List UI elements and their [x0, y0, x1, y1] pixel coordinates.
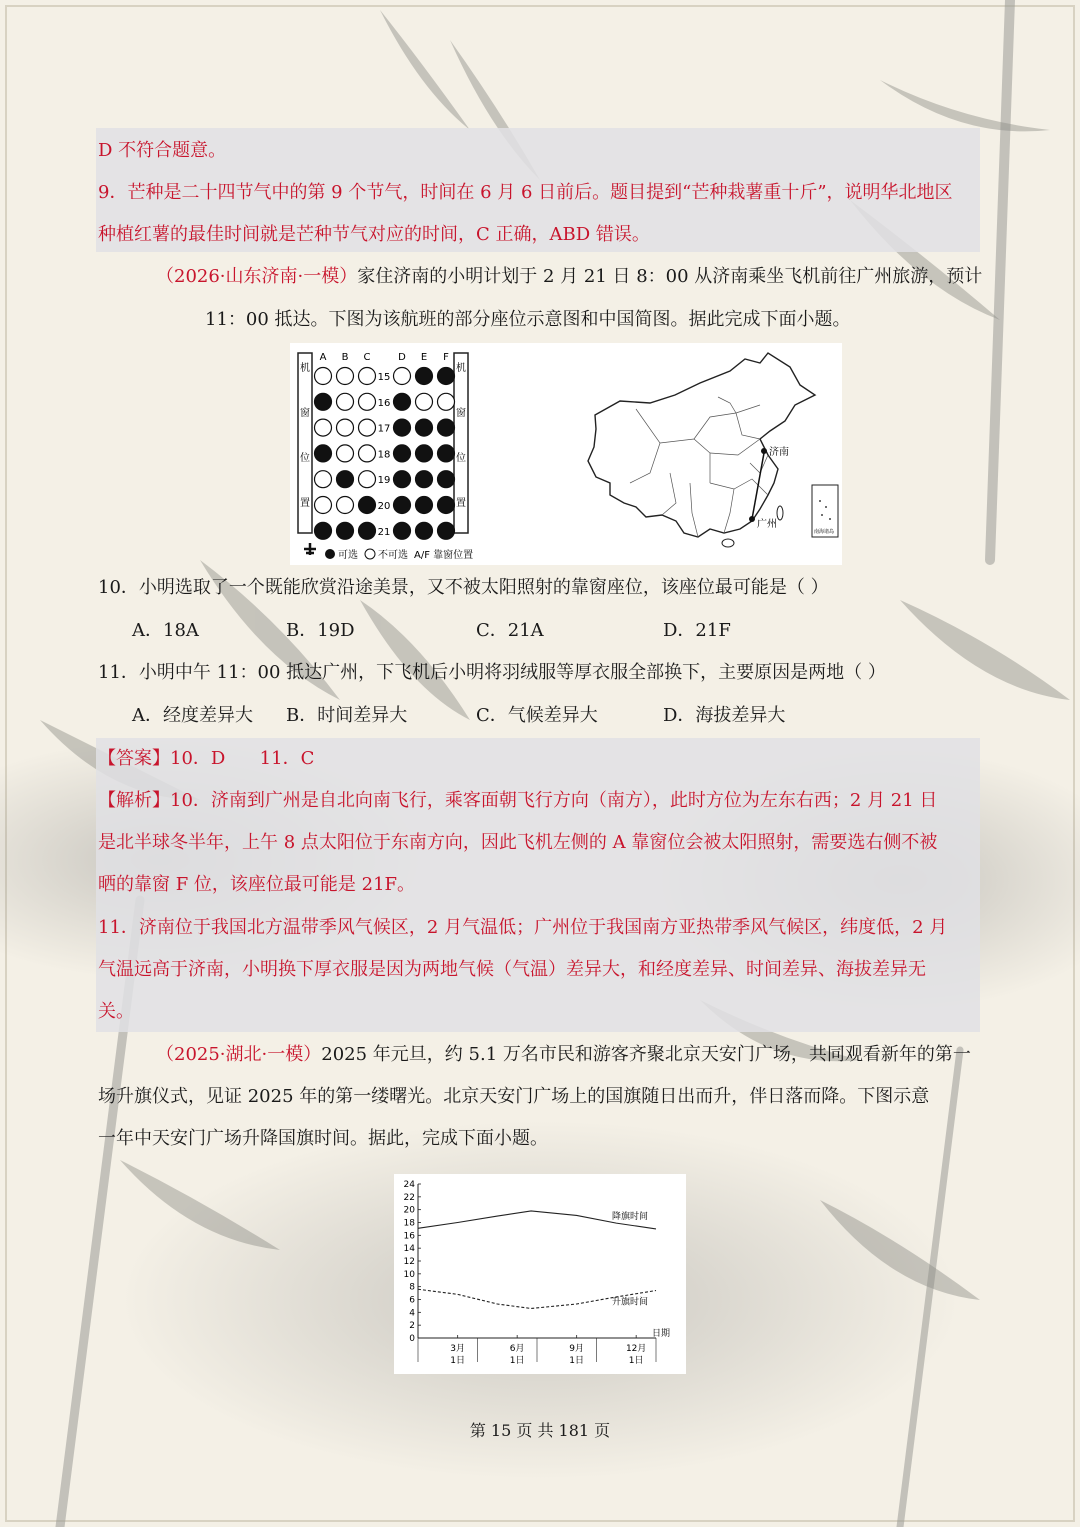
- y-tick-label: 22: [403, 1192, 415, 1203]
- analysis-line: D 不符合题意。: [98, 140, 227, 161]
- question-11-stem: 11．小明中午 11：00 抵达广州，下飞机后小明将羽绒服等厚衣服全部换下，主要原因是两地（ ）: [98, 662, 886, 683]
- y-tick-label: 8: [409, 1282, 415, 1293]
- x-tick-label: 1日: [628, 1356, 644, 1366]
- analysis-line: 气温远高于济南，小明换下厚衣服是因为两地气候（气温）差异大，和经度差异、时间差异、海拔差异无: [98, 959, 926, 980]
- seat-row-number: 20: [377, 501, 391, 512]
- y-tick-label: 10: [403, 1269, 415, 1280]
- q11-option-a[interactable]: A．经度差异大: [132, 705, 253, 726]
- seat-available: [416, 368, 433, 385]
- question-source: （2025·湖北·一模）: [156, 1044, 322, 1065]
- window-label-char: 机: [456, 363, 466, 374]
- seat-available: [394, 393, 411, 410]
- seat-column-letter: A: [319, 352, 327, 363]
- seat-unavailable: [337, 445, 354, 462]
- seat-available: [438, 445, 455, 462]
- seat-available: [416, 522, 433, 539]
- analysis-line: 晒的靠窗 F 位，该座位最可能是 21F。: [98, 874, 416, 895]
- seat-column-letter: B: [341, 352, 349, 363]
- seat-unavailable: [359, 419, 376, 436]
- analysis-line: 11．济南位于我国北方温带季风气候区，2 月气温低；广州位于我国南方亚热带季风气候区，纬度低，2 月: [98, 917, 948, 938]
- x-tick-label: 6月: [509, 1344, 525, 1354]
- x-tick-label: 1日: [509, 1356, 525, 1366]
- question-source: （2026·山东济南·一模）: [156, 266, 358, 287]
- seat-unavailable: [315, 368, 332, 385]
- seat-row-number: 16: [377, 397, 391, 409]
- intro-text: 2025 年元旦，约 5.1 万名市民和游客齐聚北京天安门广场，共同观看新年的第一: [321, 1044, 971, 1065]
- legend-unavailable-label: 不可选: [378, 550, 408, 561]
- window-label-char: 窗: [300, 408, 310, 419]
- analysis-text: 10．济南到广州是自北向南飞行，乘客面朝飞行方向（南方），此时方位为左东右西；2 月 21 日: [170, 790, 938, 811]
- seat-available: [438, 471, 455, 488]
- q10-option-b[interactable]: B．19D: [286, 620, 355, 641]
- window-label-char: 机: [300, 363, 310, 374]
- page-footer: 第 15 页 共 181 页: [469, 1421, 611, 1440]
- q11-option-c[interactable]: C．气候差异大: [476, 705, 598, 726]
- legend-unavailable-dot: [365, 549, 375, 559]
- seat-column-letter: C: [363, 352, 371, 363]
- y-tick-label: 24: [403, 1180, 415, 1190]
- window-label-char: 位: [300, 453, 310, 464]
- seat-map-figure: [290, 343, 842, 565]
- x-tick-label: 12月: [625, 1344, 647, 1354]
- seat-row-number: 18: [377, 449, 391, 461]
- label-jinan: 济南: [769, 447, 789, 458]
- seat-column-letter: F: [443, 352, 449, 363]
- x-tick-label: 3月: [450, 1344, 466, 1354]
- q11-option-b[interactable]: B．时间差异大: [286, 705, 408, 726]
- flag-time-chart: [394, 1174, 686, 1374]
- china-map: [588, 353, 838, 547]
- intro-text: 11：00 抵达。下图为该航班的部分座位示意图和中国简图。据此完成下面小题。: [205, 309, 851, 330]
- question-intro: [156, 265, 982, 289]
- seat-unavailable: [315, 497, 332, 514]
- seat-available: [394, 522, 411, 539]
- window-label-char: 窗: [456, 408, 466, 419]
- series-label: 降旗时间: [612, 1211, 649, 1222]
- seat-available: [315, 445, 332, 462]
- seat-unavailable: [315, 419, 332, 436]
- seat-unavailable: [315, 471, 332, 488]
- analysis-line: [98, 789, 937, 813]
- y-tick-label: 2: [409, 1321, 415, 1332]
- seat-unavailable: [359, 368, 376, 385]
- intro-text: 家住济南的小明计划于 2 月 21 日 8：00 从济南乘坐飞机前往广州旅游，预计: [357, 266, 983, 287]
- seat-available: [394, 497, 411, 514]
- legend-window-label: A/F 靠窗位置: [414, 550, 474, 561]
- legend-available-label: 可选: [338, 550, 358, 561]
- seat-row-number: 15: [377, 372, 391, 383]
- y-tick-label: 4: [409, 1308, 415, 1319]
- seat-available: [438, 368, 455, 385]
- seat-diagram: [290, 343, 842, 565]
- window-label-char: 位: [456, 453, 466, 464]
- seat-available: [394, 419, 411, 436]
- q11-option-d[interactable]: D．海拔差异大: [663, 705, 786, 726]
- seat-available: [394, 471, 411, 488]
- seat-unavailable: [337, 393, 354, 410]
- window-label-char: 置: [456, 498, 466, 509]
- seat-row-number: 19: [377, 475, 391, 487]
- seat-unavailable: [359, 393, 376, 410]
- seat-unavailable: [394, 368, 411, 385]
- seat-available: [359, 497, 376, 514]
- series-label: 升旗时间: [612, 1297, 649, 1308]
- q10-option-d[interactable]: D．21F: [663, 620, 731, 641]
- seat-unavailable: [359, 445, 376, 462]
- x-tick-label: 1日: [569, 1356, 585, 1366]
- flag-time-chart-svg: [394, 1174, 686, 1374]
- analysis-tag: 【解析】: [98, 790, 170, 811]
- seat-available: [416, 497, 433, 514]
- y-tick-label: 20: [403, 1205, 415, 1216]
- answer-line: [98, 747, 314, 771]
- seat-column-letter: E: [420, 352, 428, 363]
- seat-available: [394, 445, 411, 462]
- window-label-char: 置: [300, 498, 310, 509]
- seat-unavailable: [359, 471, 376, 488]
- seat-unavailable: [337, 368, 354, 385]
- analysis-line: 是北半球冬半年，上午 8 点太阳位于东南方向，因此飞机左侧的 A 靠窗位会被太阳照射，需要选右侧不被: [98, 832, 938, 853]
- y-tick-label: 0: [409, 1334, 415, 1344]
- analysis-line: 种植红薯的最佳时间就是芒种节气对应的时间，C 正确，ABD 错误。: [98, 224, 650, 245]
- seat-available: [438, 522, 455, 539]
- inset-label: 南海诸岛: [814, 529, 835, 535]
- y-tick-label: 14: [403, 1244, 415, 1255]
- question-intro: [156, 1043, 971, 1067]
- seat-available: [416, 471, 433, 488]
- intro-text: 一年中天安门广场升降国旗时间。据此，完成下面小题。: [98, 1128, 548, 1149]
- analysis-line: 9．芒种是二十四节气中的第 9 个节气，时间在 6 月 6 日前后。题目提到“芒种栽薯重十斤”，说明华北地区: [98, 182, 953, 203]
- seat-available: [416, 445, 433, 462]
- seat-row-number: 21: [377, 526, 391, 538]
- seat-available: [416, 419, 433, 436]
- seat-available: [337, 522, 354, 539]
- answer-text: 10．D 11．C: [170, 748, 315, 769]
- x-tick-label: 9月: [569, 1344, 585, 1354]
- y-tick-label: 16: [403, 1231, 415, 1242]
- legend-available-dot: [325, 549, 335, 559]
- y-tick-label: 12: [403, 1257, 415, 1267]
- q10-option-a[interactable]: A．18A: [132, 620, 199, 641]
- x-tick-label: 1日: [450, 1356, 466, 1366]
- x-axis-label: 日期: [652, 1329, 671, 1339]
- seat-available: [315, 522, 332, 539]
- seat-row-number: 17: [377, 423, 391, 435]
- seat-unavailable: [416, 393, 433, 410]
- analysis-line: 关。: [98, 1001, 134, 1022]
- y-tick-label: 18: [403, 1218, 415, 1229]
- seat-unavailable: [337, 419, 354, 436]
- y-tick-label: 6: [409, 1295, 415, 1306]
- airplane-icon: [304, 543, 316, 555]
- seat-unavailable: [438, 393, 455, 410]
- seat-available: [438, 419, 455, 436]
- seat-available: [438, 497, 455, 514]
- q10-option-c[interactable]: C．21A: [476, 620, 544, 641]
- seat-column-letter: D: [398, 352, 406, 363]
- question-10-stem: 10．小明选取了一个既能欣赏沿途美景，又不被太阳照射的靠窗座位，该座位最可能是（ ）: [98, 577, 829, 598]
- intro-text: 场升旗仪式，见证 2025 年的第一缕曙光。北京天安门广场上的国旗随日出而升，伴日落而降。下图示意: [98, 1086, 930, 1107]
- label-guangzhou: 广州: [757, 519, 777, 530]
- seat-available: [337, 471, 354, 488]
- answer-tag: 【答案】: [98, 748, 170, 769]
- seat-available: [359, 522, 376, 539]
- seat-unavailable: [337, 497, 354, 514]
- seat-available: [315, 393, 332, 410]
